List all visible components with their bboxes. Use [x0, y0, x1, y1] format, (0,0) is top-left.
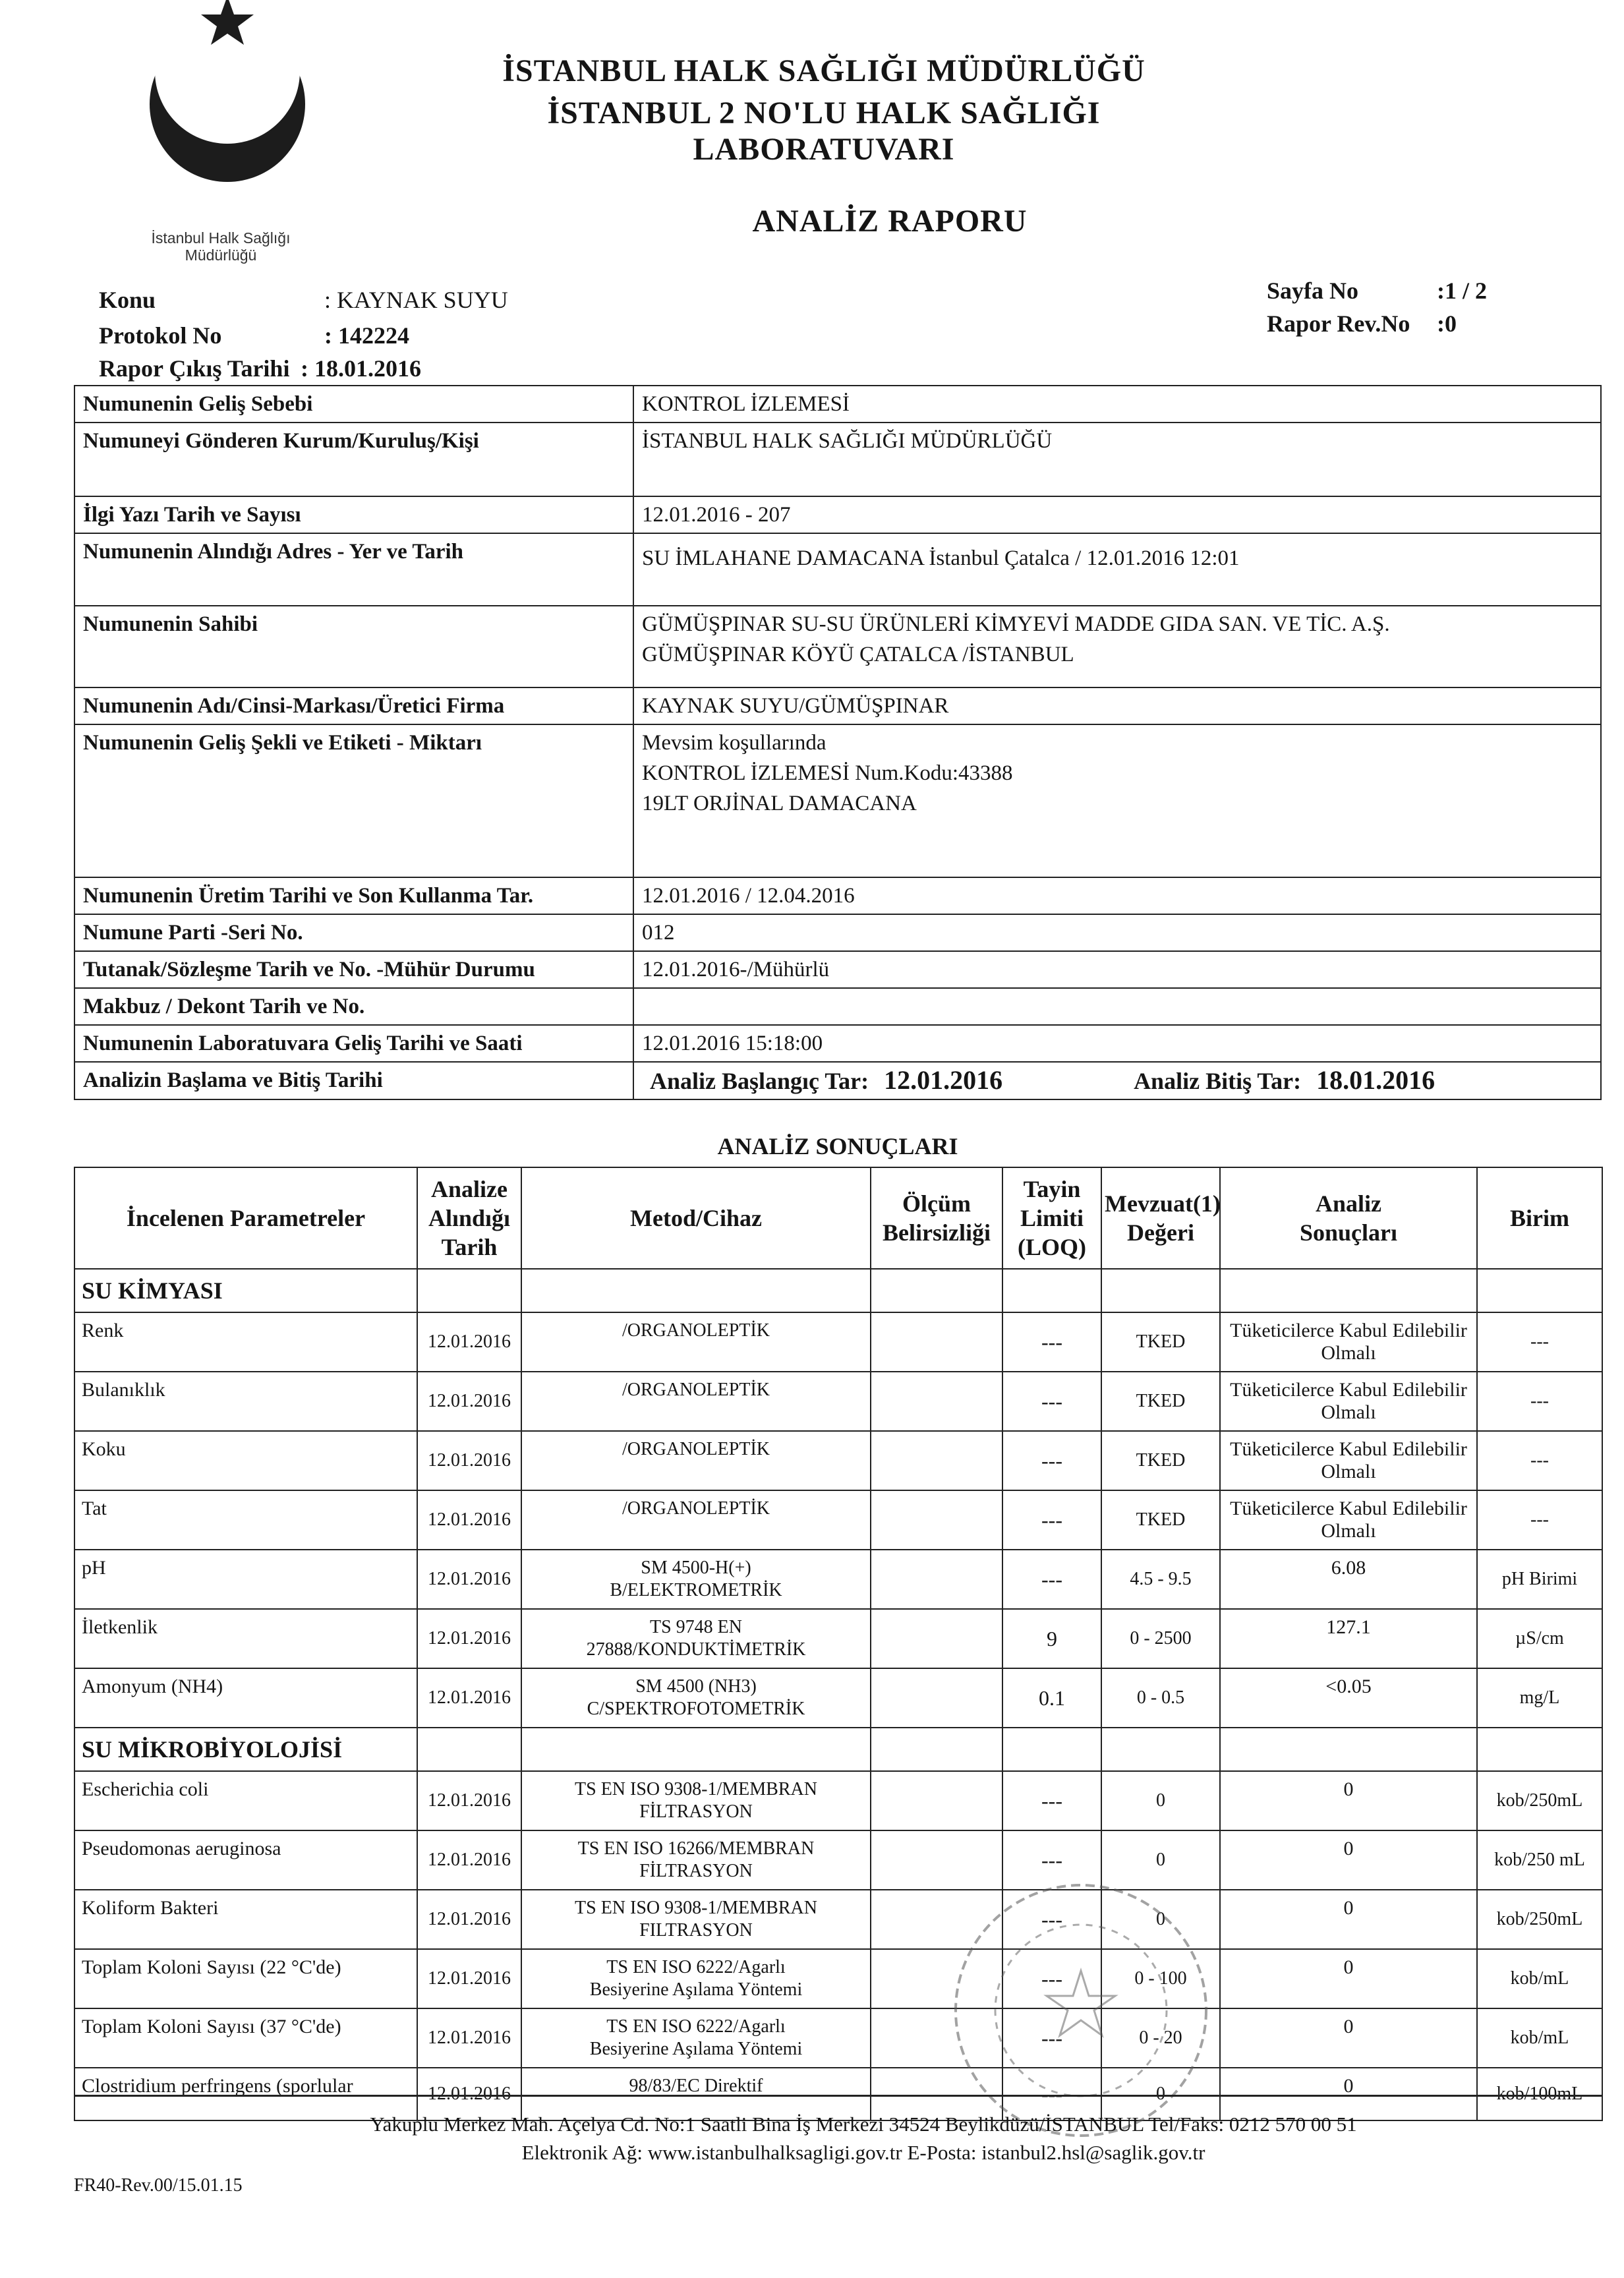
analysis-date: 12.01.2016 [417, 1490, 521, 1550]
crescent-star-icon [115, 0, 339, 198]
loq: 9 [1002, 1609, 1101, 1668]
loq: --- [1002, 1490, 1101, 1550]
result-row [74, 1668, 1602, 1728]
result-row [74, 1949, 1602, 2008]
rev-value: :0 [1437, 310, 1457, 337]
info-value: 12.01.2016 - 207 [633, 496, 1601, 533]
param-name: Escherichia coli [74, 1771, 417, 1830]
analysis-date: 12.01.2016 [417, 1550, 521, 1609]
result-row [74, 1431, 1602, 1490]
regulation-value: 0 - 100 [1101, 1949, 1220, 2008]
method: /ORGANOLEPTİK [521, 1431, 871, 1490]
konu-label: Konu [99, 287, 156, 313]
uncertainty [871, 1550, 1002, 1609]
result-value: 127.1 [1220, 1609, 1477, 1668]
result-row [74, 1830, 1602, 1890]
result-value: 0 [1220, 2008, 1477, 2068]
results-header-row [74, 1167, 1602, 1269]
loq: --- [1002, 1830, 1101, 1890]
results-table [74, 1167, 1603, 2121]
result-value: 0 [1220, 1890, 1477, 1949]
header-param: İncelenen Parametreler [74, 1167, 417, 1269]
regulation-value: 0 - 20 [1101, 2008, 1220, 2068]
info-label: Numunenin Laboratuvara Geliş Tarihi ve Saati [74, 1025, 633, 1062]
info-label: Numunenin Üretim Tarihi ve Son Kullanma Tar. [74, 877, 633, 914]
info-row [74, 423, 1601, 496]
microbiology-rows [74, 1771, 1602, 2120]
analysis-date: 12.01.2016 [417, 1830, 521, 1890]
unit: pH Birimi [1477, 1550, 1602, 1609]
param-name: Pseudomonas aeruginosa [74, 1830, 417, 1890]
rev-label: Rapor Rev.No [1267, 310, 1410, 337]
param-name: Clostridium perfringens (sporlular [74, 2068, 417, 2120]
info-value: KAYNAK SUYU/GÜMÜŞPINAR [633, 687, 1601, 724]
analysis-date: 12.01.2016 [417, 1372, 521, 1431]
result-value: Tüketicilerce Kabul Edilebilir Olmalı [1220, 1372, 1477, 1431]
info-row [74, 496, 1601, 533]
regulation-value: 0 - 0.5 [1101, 1668, 1220, 1728]
loq: 0.1 [1002, 1668, 1101, 1728]
method: TS EN ISO 6222/Agarlı Besiyerine Aşılama Yöntemi [521, 1949, 871, 2008]
param-name: Tat [74, 1490, 417, 1550]
regulation-value: 4.5 - 9.5 [1101, 1550, 1220, 1609]
result-row [74, 1550, 1602, 1609]
info-value: SU İMLAHANE DAMACANA İstanbul Çatalca / 12.01.2016 12:01 [633, 533, 1601, 606]
form-code: FR40-Rev.00/15.01.15 [74, 2175, 243, 2196]
info-label: İlgi Yazı Tarih ve Sayısı [74, 496, 633, 533]
info-label: Numunenin Alındığı Adres - Yer ve Tarih [74, 533, 633, 606]
result-row [74, 1312, 1602, 1372]
owner-address: GÜMÜŞPINAR KÖYÜ ÇATALCA /İSTANBUL [642, 643, 1074, 666]
sample-info-table [74, 385, 1602, 1100]
result-value: <0.05 [1220, 1668, 1477, 1728]
uncertainty [871, 1372, 1002, 1431]
info-row [74, 951, 1601, 988]
uncertainty [871, 1431, 1002, 1490]
unit: kob/mL [1477, 1949, 1602, 2008]
arrival-condition: Mevsim koşullarında [642, 731, 826, 755]
org-title: İSTANBUL HALK SAĞLIĞI MÜDÜRLÜĞÜ [502, 53, 1146, 88]
owner-name: GÜMÜŞPINAR SU-SU ÜRÜNLERİ KİMYEVİ MADDE GIDA SAN. VE TİC. A.Ş. [642, 612, 1390, 636]
end-date-label: Analiz Bitiş Tar: [1134, 1068, 1302, 1094]
result-row [74, 1372, 1602, 1431]
header-result: Analiz Sonuçları [1220, 1167, 1477, 1269]
rapor-date-label: Rapor Çıkış Tarihi [99, 355, 290, 382]
regulation-value: 0 - 2500 [1101, 1609, 1220, 1668]
section-microbiology: SU MİKROBİYOLOJİSİ [74, 1728, 417, 1771]
start-date-value: 12.01.2016 [884, 1065, 1003, 1095]
param-name: Toplam Koloni Sayısı (37 °C'de) [74, 2008, 417, 2068]
result-value: 0 [1220, 1949, 1477, 2008]
header-regulation: Mevzuat(1) Değeri [1101, 1167, 1220, 1269]
analysis-date: 12.01.2016 [417, 1431, 521, 1490]
result-value: 0 [1220, 2068, 1477, 2120]
regulation-value: TKED [1101, 1431, 1220, 1490]
info-value: 12.01.2016-/Mühürlü [633, 951, 1601, 988]
loq: --- [1002, 2008, 1101, 2068]
header-loq: Tayin Limiti (LOQ) [1002, 1167, 1101, 1269]
param-name: Toplam Koloni Sayısı (22 °C'de) [74, 1949, 417, 2008]
seal-icon [942, 1872, 1219, 2149]
info-value [633, 606, 1601, 687]
result-row [74, 2008, 1602, 2068]
info-label: Numunenin Geliş Şekli ve Etiketi - Miktarı [74, 724, 633, 877]
header-date: Analize Alındığı Tarih [417, 1167, 521, 1269]
info-value: İSTANBUL HALK SAĞLIĞI MÜDÜRLÜĞÜ [633, 423, 1601, 496]
section-row [74, 1269, 1602, 1312]
header-unit: Birim [1477, 1167, 1602, 1269]
lab-title: İSTANBUL 2 NO'LU HALK SAĞLIĞI LABORATUVARI [547, 96, 1101, 167]
loq: --- [1002, 1949, 1101, 2008]
analysis-date: 12.01.2016 [417, 1949, 521, 2008]
ministry-logo [115, 0, 339, 198]
analysis-date: 12.01.2016 [417, 1312, 521, 1372]
header-uncertainty: Ölçüm Belirsizliği [871, 1167, 1002, 1269]
unit: mg/L [1477, 1668, 1602, 1728]
param-name: Koku [74, 1431, 417, 1490]
method: TS EN ISO 9308-1/MEMBRAN FILTRASYON [521, 1890, 871, 1949]
arrival-label: KONTROL İZLEMESİ Num.Kodu:43388 [642, 761, 1013, 785]
regulation-value: TKED [1101, 1490, 1220, 1550]
info-row [74, 724, 1601, 877]
result-value: Tüketicilerce Kabul Edilebilir Olmalı [1220, 1431, 1477, 1490]
analysis-date: 12.01.2016 [417, 1609, 521, 1668]
analysis-date: 12.01.2016 [417, 2008, 521, 2068]
header-method: Metod/Cihaz [521, 1167, 871, 1269]
uncertainty [871, 1609, 1002, 1668]
method: TS EN ISO 16266/MEMBRAN FİLTRASYON [521, 1830, 871, 1890]
info-row [74, 1062, 1601, 1099]
unit: kob/250 mL [1477, 1830, 1602, 1890]
method: 98/83/EC Direktif [521, 2068, 871, 2120]
info-row [74, 914, 1601, 951]
info-value [633, 724, 1601, 877]
info-label: Analizin Başlama ve Bitiş Tarihi [74, 1062, 633, 1099]
unit: kob/250mL [1477, 1771, 1602, 1830]
rapor-date-value: : 18.01.2016 [301, 355, 421, 382]
uncertainty [871, 1771, 1002, 1830]
unit: --- [1477, 1431, 1602, 1490]
end-date-value: 18.01.2016 [1316, 1065, 1436, 1095]
info-row [74, 988, 1601, 1025]
param-name: Amonyum (NH4) [74, 1668, 417, 1728]
sayfa-label: Sayfa No [1267, 277, 1359, 304]
loq: --- [1002, 1550, 1101, 1609]
regulation-value: 0 [1101, 1890, 1220, 1949]
uncertainty [871, 1312, 1002, 1372]
method: TS 9748 EN 27888/KONDUKTİMETRİK [521, 1609, 871, 1668]
method: TS EN ISO 6222/Agarlı Besiyerine Aşılama Yöntemi [521, 2008, 871, 2068]
info-label: Numunenin Sahibi [74, 606, 633, 687]
loq: --- [1002, 1890, 1101, 1949]
unit: kob/250mL [1477, 1890, 1602, 1949]
result-value: Tüketicilerce Kabul Edilebilir Olmalı [1220, 1312, 1477, 1372]
loq: --- [1002, 2068, 1101, 2120]
param-name: Koliform Bakteri [74, 1890, 417, 1949]
results-title: ANALİZ SONUÇLARI [717, 1133, 958, 1159]
footer-divider [74, 2095, 1602, 2097]
result-row [74, 1490, 1602, 1550]
result-row [74, 1890, 1602, 1949]
result-value: 6.08 [1220, 1550, 1477, 1609]
konu-value: : KAYNAK SUYU [324, 287, 508, 313]
analysis-date: 12.01.2016 [417, 1890, 521, 1949]
method: /ORGANOLEPTİK [521, 1372, 871, 1431]
protokol-value: : 142224 [324, 322, 409, 349]
protokol-label: Protokol No [99, 322, 222, 349]
unit: --- [1477, 1372, 1602, 1431]
regulation-value: TKED [1101, 1372, 1220, 1431]
info-label: Numune Parti -Seri No. [74, 914, 633, 951]
unit: --- [1477, 1312, 1602, 1372]
method: TS EN ISO 9308-1/MEMBRAN FİLTRASYON [521, 1771, 871, 1830]
result-row [74, 1609, 1602, 1668]
method: /ORGANOLEPTİK [521, 1312, 871, 1372]
param-name: Bulanıklık [74, 1372, 417, 1431]
unit: µS/cm [1477, 1609, 1602, 1668]
sayfa-value: :1 / 2 [1437, 277, 1487, 304]
loq: --- [1002, 1312, 1101, 1372]
result-row [74, 1771, 1602, 1830]
footer-address: Yakuplu Merkez Mah. Açelya Cd. No:1 Saatli Bina İş Merkezi 34524 Beylikdüzü/İSTANBUL Tel/Faks: 0212 570 00 51 [370, 2113, 1357, 2136]
method: /ORGANOLEPTİK [521, 1490, 871, 1550]
info-row [74, 533, 1601, 606]
loq: --- [1002, 1771, 1101, 1830]
info-value: 12.01.2016 15:18:00 [633, 1025, 1601, 1062]
loq: --- [1002, 1372, 1101, 1431]
section-row [74, 1728, 1602, 1771]
param-name: İletkenlik [74, 1609, 417, 1668]
start-date-label: Analiz Başlangıç Tar: [650, 1068, 869, 1094]
info-value: KONTROL İZLEMESİ [633, 386, 1601, 423]
arrival-quantity: 19LT ORJİNAL DAMACANA [642, 792, 917, 815]
info-label: Numuneyi Gönderen Kurum/Kuruluş/Kişi [74, 423, 633, 496]
param-name: Renk [74, 1312, 417, 1372]
result-value: 0 [1220, 1771, 1477, 1830]
info-row [74, 1025, 1601, 1062]
unit: --- [1477, 1490, 1602, 1550]
logo-caption: İstanbul Halk Sağlığı Müdürlüğü [151, 229, 291, 264]
chemistry-rows [74, 1312, 1602, 1728]
section-chemistry: SU KİMYASI [74, 1269, 417, 1312]
info-label: Numunenin Geliş Sebebi [74, 386, 633, 423]
info-label: Tutanak/Sözleşme Tarih ve No. -Mühür Durumu [74, 951, 633, 988]
param-name: pH [74, 1550, 417, 1609]
unit: kob/mL [1477, 2008, 1602, 2068]
info-row [74, 687, 1601, 724]
info-value [633, 988, 1601, 1025]
analysis-date: 12.01.2016 [417, 1668, 521, 1728]
regulation-value: 0 [1101, 1771, 1220, 1830]
footer-contact: Elektronik Ağ: www.istanbulhalksagligi.gov.tr E-Posta: istanbul2.hsl@saglik.gov.tr [521, 2141, 1205, 2164]
info-value: 12.01.2016 / 12.04.2016 [633, 877, 1601, 914]
method: SM 4500 (NH3) C/SPEKTROFOTOMETRİK [521, 1668, 871, 1728]
info-label: Makbuz / Dekont Tarih ve No. [74, 988, 633, 1025]
report-title: ANALİZ RAPORU [752, 204, 1028, 239]
info-value: 012 [633, 914, 1601, 951]
info-row [74, 877, 1601, 914]
result-value: 0 [1220, 1830, 1477, 1890]
regulation-value: 0 [1101, 1830, 1220, 1890]
uncertainty [871, 1668, 1002, 1728]
analysis-date: 12.01.2016 [417, 2068, 521, 2120]
regulation-value: 0 [1101, 2068, 1220, 2120]
info-row [74, 606, 1601, 687]
regulation-value: TKED [1101, 1312, 1220, 1372]
analysis-date: 12.01.2016 [417, 1771, 521, 1830]
result-value: Tüketicilerce Kabul Edilebilir Olmalı [1220, 1490, 1477, 1550]
unit: kob/100mL [1477, 2068, 1602, 2120]
analysis-dates [633, 1062, 1601, 1099]
loq: --- [1002, 1431, 1101, 1490]
info-label: Numunenin Adı/Cinsi-Markası/Üretici Firma [74, 687, 633, 724]
official-stamp [942, 1872, 1219, 2149]
info-row [74, 386, 1601, 423]
uncertainty [871, 1490, 1002, 1550]
method: SM 4500-H(+) B/ELEKTROMETRİK [521, 1550, 871, 1609]
